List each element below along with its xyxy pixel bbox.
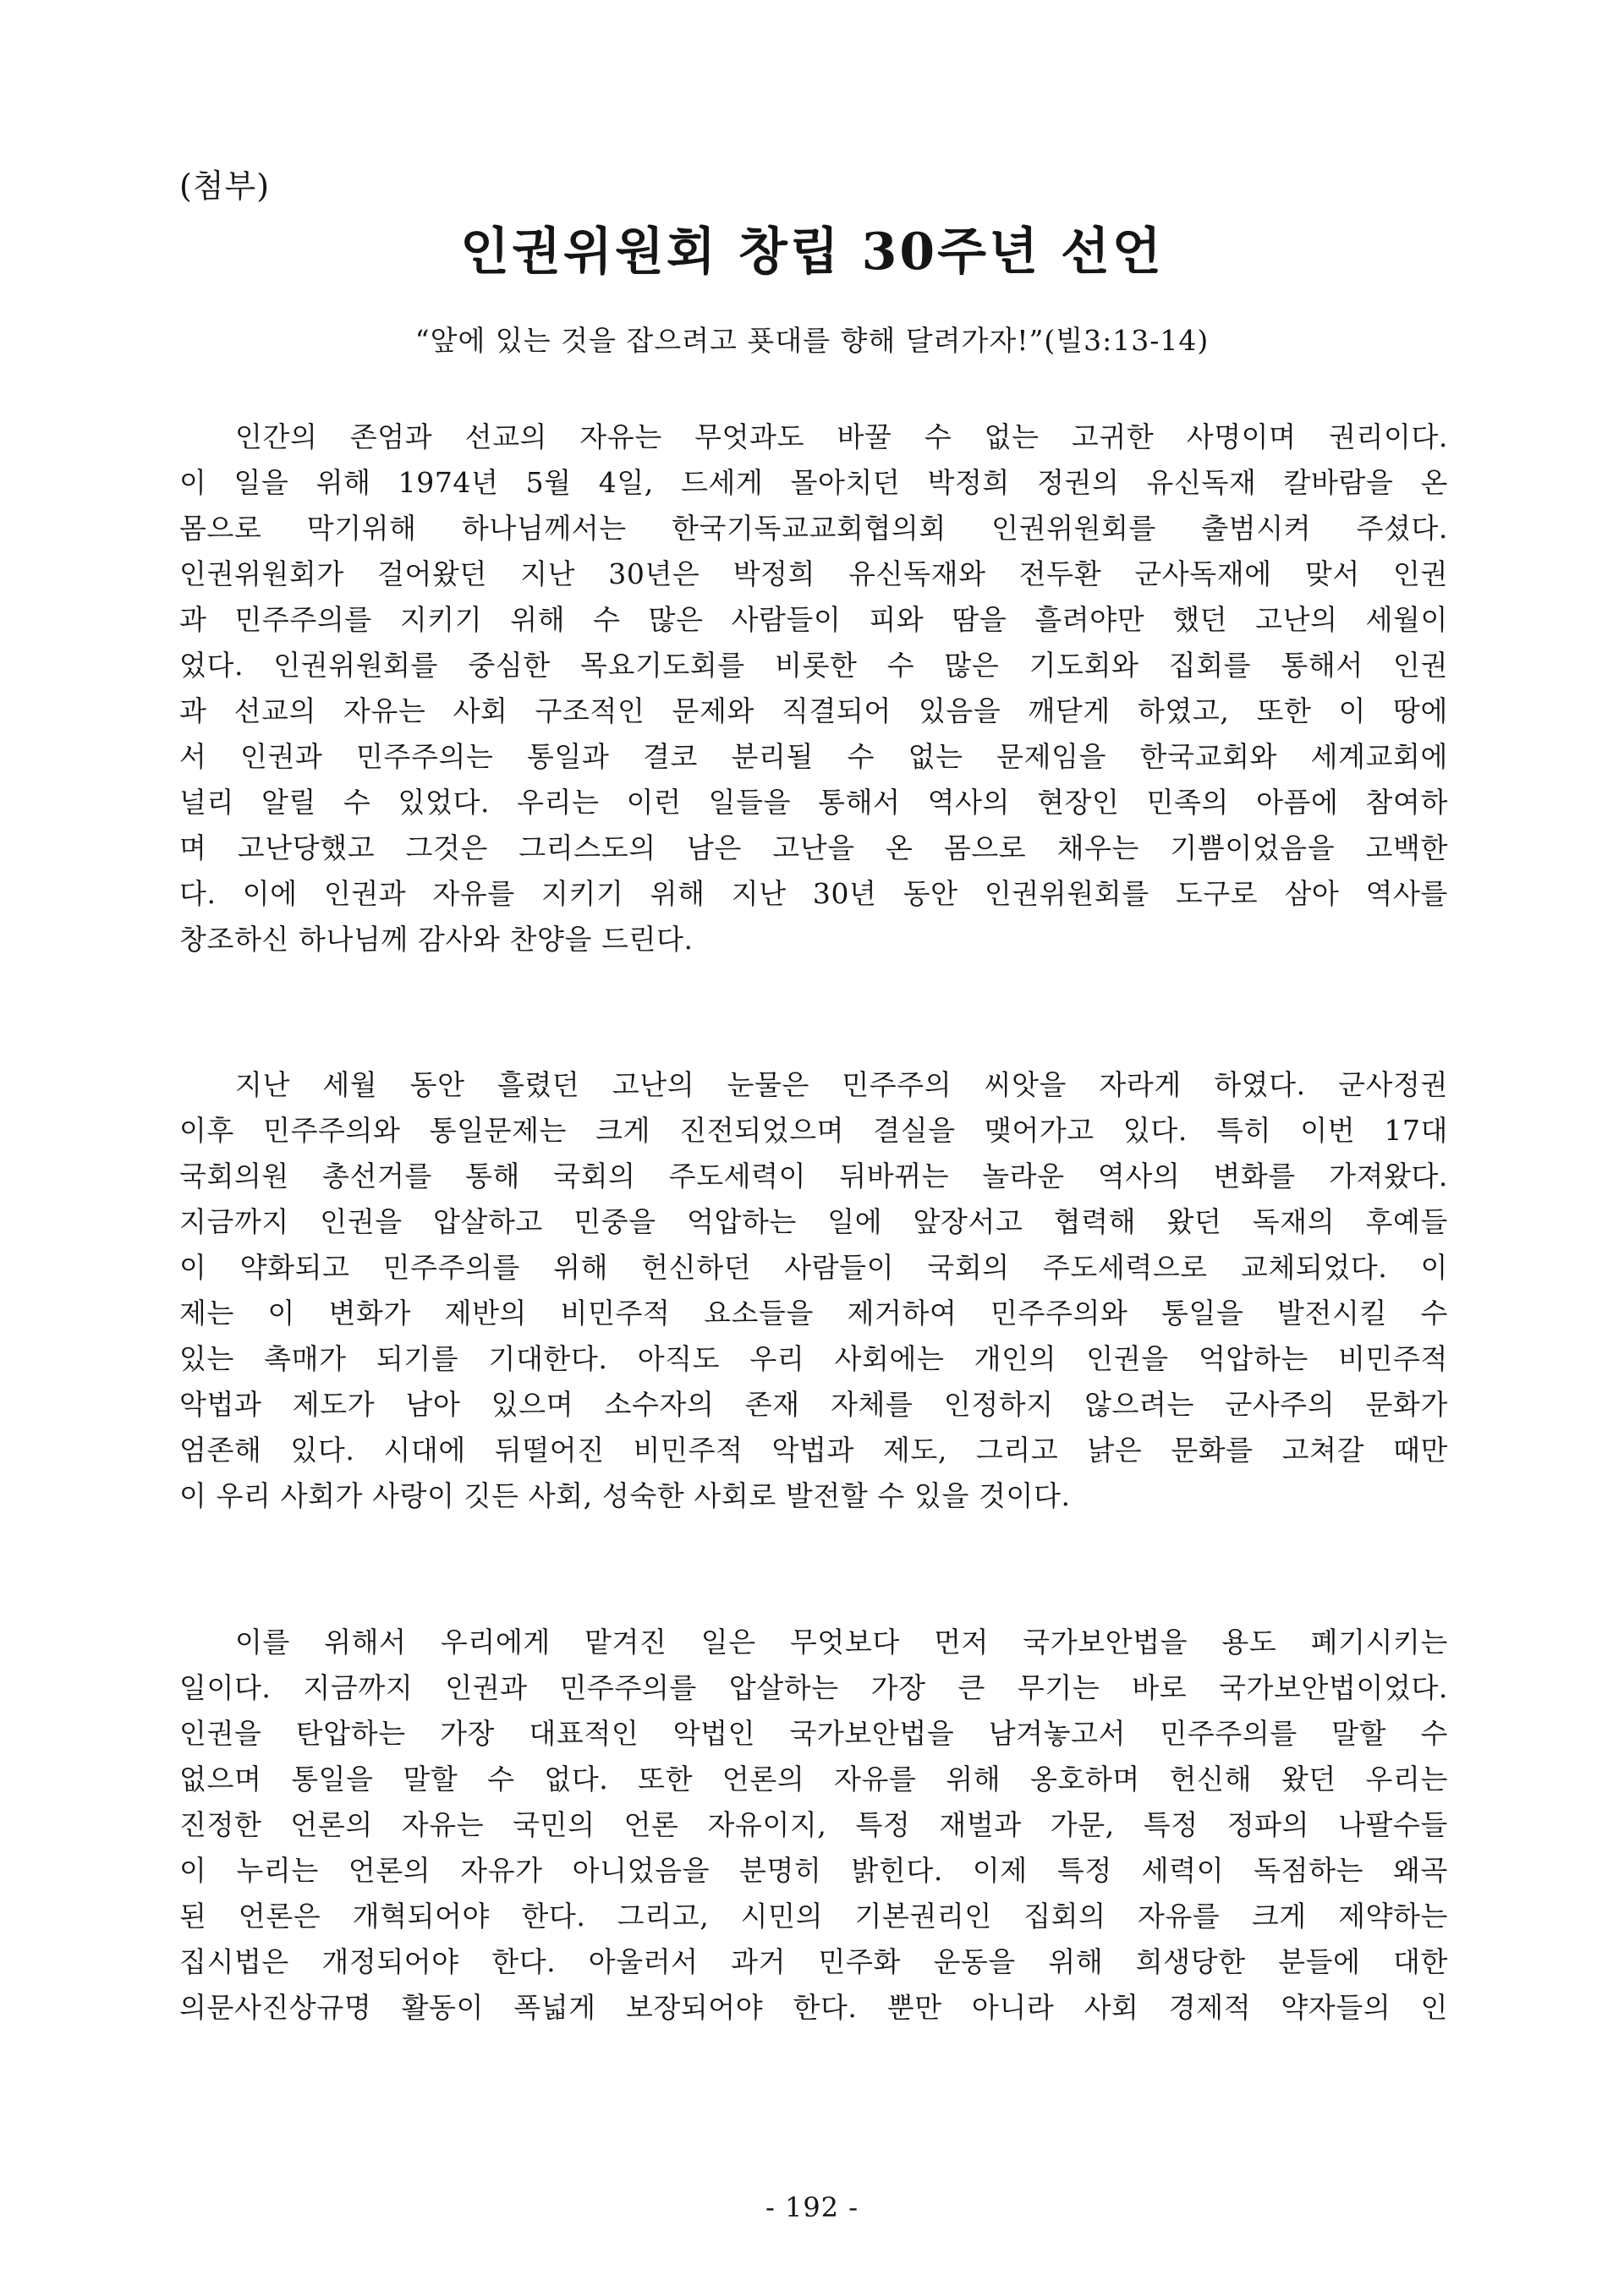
paragraph-line: 이 누리는 언론의 자유가 아니었음을 분명히 밝힌다. 이제 특정 세력이 독점하는 왜곡 — [179, 1854, 1449, 1887]
paragraph-line: 일이다. 지금까지 인권과 민주주의를 압살하는 가장 큰 무기는 바로 국가보안법이었다. — [179, 1671, 1448, 1704]
paragraph-line: 인권위원회가 걸어왔던 지난 30년은 박정희 유신독재와 전두환 군사독재에 맞서 인권 — [179, 557, 1449, 590]
paragraph-line: 과 민주주의를 지키기 위해 수 많은 사람들이 피와 땀을 흘려야만 했던 고난의 세월이 — [179, 603, 1449, 636]
paragraph-line: 창조하신 하나님께 감사와 찬양을 드린다. — [179, 923, 694, 956]
paragraph-line: 널리 알릴 수 있었다. 우리는 이런 일들을 통해서 역사의 현장인 민족의 아픔에 참여하 — [179, 786, 1448, 819]
paragraph-line: 다. 이에 인권과 자유를 지키기 위해 지난 30년 동안 인권위원회를 도구로 삼아 역사를 — [179, 877, 1448, 910]
paragraph-line: 인간의 존엄과 선교의 자유는 무엇과도 바꿀 수 없는 고귀한 사명이며 권리이다. — [235, 420, 1448, 453]
page-number: - 192 - — [765, 2191, 859, 2223]
paragraph-line: 악법과 제도가 남아 있으며 소수자의 존재 자체를 인정하지 않으려는 군사주의 문화가 — [179, 1388, 1448, 1421]
document-title: 인권위원회 창립 30주년 선언 — [460, 222, 1164, 282]
attachment-label: (첨부) — [179, 167, 271, 205]
paragraph-line: 제는 이 변화가 제반의 비민주적 요소들을 제거하여 민주주의와 통일을 발전시킬 수 — [179, 1297, 1448, 1330]
paragraph-line: 있는 촉매가 되기를 기대한다. 아직도 우리 사회에는 개인의 인권을 억압하는 비민주적 — [179, 1342, 1448, 1375]
paragraph-line: 진정한 언론의 자유는 국민의 언론 자유이지, 특정 재벌과 가문, 특정 정파의 나팔수들 — [179, 1808, 1448, 1841]
paragraph-line: 지금까지 인권을 압살하고 민중을 억압하는 일에 앞장서고 협력해 왔던 독재의 후예들 — [179, 1205, 1448, 1238]
paragraph-line: 이 우리 사회가 사랑이 깃든 사회, 성숙한 사회로 발전할 수 있을 것이다. — [179, 1479, 1071, 1512]
paragraph-line: 과 선교의 자유는 사회 구조적인 문제와 직결되어 있음을 깨닫게 하였고, 또한 이 땅에 — [179, 694, 1448, 727]
paragraph-line: 집시법은 개정되어야 한다. 아울러서 과거 민주화 운동을 위해 희생당한 분들에 대한 — [179, 1945, 1448, 1978]
paragraph-line: 엄존해 있다. 시대에 뒤떨어진 비민주적 악법과 제도, 그리고 낡은 문화를 고쳐갈 때만 — [179, 1434, 1448, 1467]
epigraph-quote: “앞에 있는 것을 잡으려고 푯대를 향해 달려가자!”(빌3:13-14) — [414, 324, 1210, 357]
paragraph-line: 된 언론은 개혁되어야 한다. 그리고, 시민의 기본권리인 집회의 자유를 크게 제약하는 — [179, 1900, 1449, 1933]
paragraph-1 — [179, 414, 1448, 962]
paragraph-line: 이를 위해서 우리에게 맡겨진 일은 무엇보다 먼저 국가보안법을 용도 폐기시키는 — [235, 1626, 1448, 1659]
paragraph-line: 이 약화되고 민주주의를 위해 헌신하던 사람들이 국회의 주도세력으로 교체되었다. 이 — [179, 1251, 1448, 1284]
paragraph-line: 없으며 통일을 말할 수 없다. 또한 언론의 자유를 위해 옹호하며 헌신해 왔던 우리는 — [179, 1763, 1448, 1796]
paragraph-line: 인권을 탄압하는 가장 대표적인 악법인 국가보안법을 남겨놓고서 민주주의를 말할 수 — [179, 1717, 1448, 1750]
paragraph-line: 의문사진상규명 활동이 폭넓게 보장되어야 한다. 뿐만 아니라 사회 경제적 약자들의 인 — [179, 1991, 1448, 2024]
paragraph-line: 며 고난당했고 그것은 그리스도의 남은 고난을 온 몸으로 채우는 기쁨이었음을 고백한 — [179, 831, 1448, 864]
paragraph-line: 이 일을 위해 1974년 5월 4일, 드세게 몰아치던 박정희 정권의 유신독재 칼바람을 온 — [179, 466, 1448, 499]
paragraph-2 — [179, 1062, 1448, 1519]
paragraph-line: 서 인권과 민주주의는 통일과 결코 분리될 수 없는 문제임을 한국교회와 세계교회에 — [179, 740, 1448, 773]
paragraph-line: 었다. 인권위원회를 중심한 목요기도회를 비롯한 수 많은 기도회와 집회를 통해서 인권 — [179, 649, 1448, 682]
paragraph-line: 지난 세월 동안 흘렸던 고난의 눈물은 민주주의 씨앗을 자라게 하였다. 군사정권 — [235, 1068, 1448, 1101]
paragraph-line: 이후 민주주의와 통일문제는 크게 진전되었으며 결실을 맺어가고 있다. 특히 이번 17대 — [179, 1114, 1448, 1147]
paragraph-line: 몸으로 막기위해 하나님께서는 한국기독교교회협의회 인권위원회를 출범시켜 주셨다. — [179, 512, 1448, 545]
paragraph-line: 국회의원 총선거를 통해 국회의 주도세력이 뒤바뀌는 놀라운 역사의 변화를 가져왔다. — [179, 1160, 1448, 1193]
paragraph-3 — [179, 1620, 1448, 2031]
